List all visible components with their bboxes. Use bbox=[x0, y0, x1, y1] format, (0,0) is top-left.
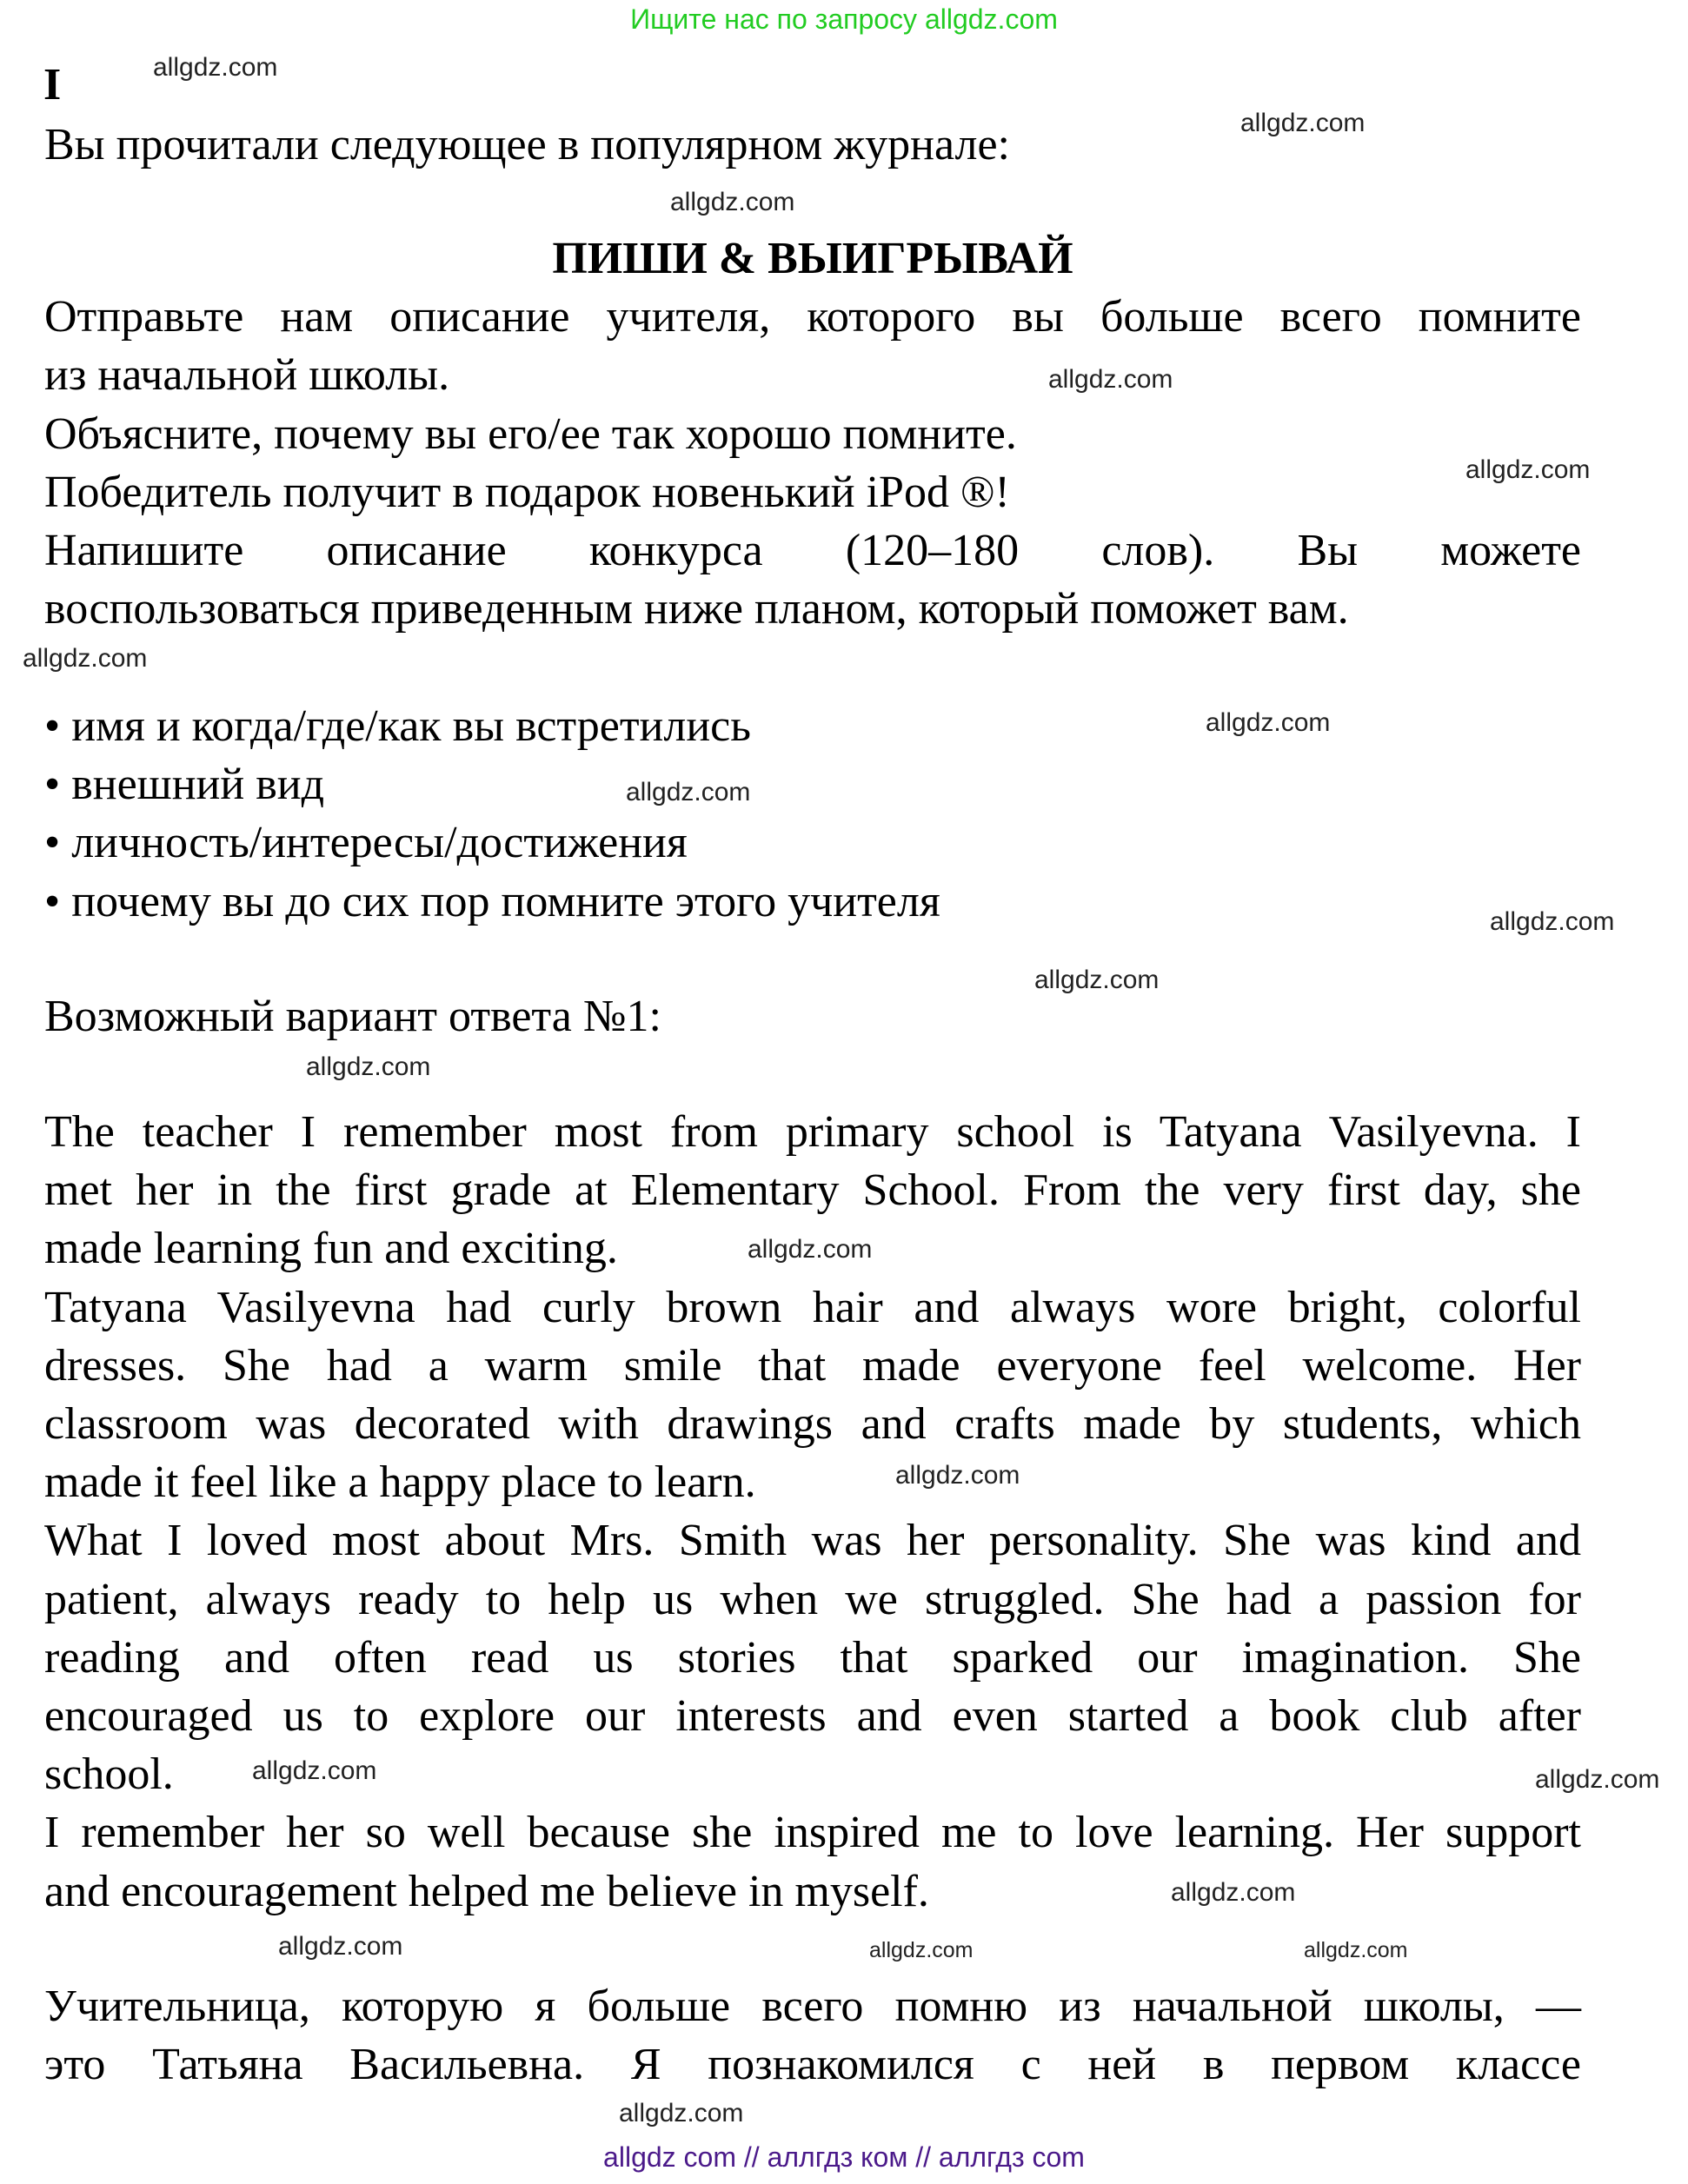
task-line: Напишите описание конкурса (120–180 слов). Вы можете bbox=[44, 526, 1581, 576]
task-line: Объясните, почему вы его/ее так хорошо помните. bbox=[44, 408, 1017, 459]
answer-line: Tatyana Vasilyevna had curly brown hair and always wore bright, colorful bbox=[44, 1282, 1581, 1332]
intro-line: Вы прочитали следующее в популярном журнале: bbox=[44, 120, 1010, 169]
task-line: Победитель получит в подарок новенький iPod ®! bbox=[44, 467, 1010, 517]
watermark: allgdz.com bbox=[1048, 365, 1173, 394]
contest-title: ПИШИ & ВЫИГРЫВАЙ bbox=[552, 234, 1073, 283]
answer-line: classroom was decorated with drawings and crafts made by students, which bbox=[44, 1399, 1581, 1450]
watermark: allgdz.com bbox=[1240, 109, 1366, 137]
search-banner: Ищите нас по запросу allgdz.com bbox=[630, 3, 1058, 35]
watermark: allgdz.com bbox=[670, 188, 795, 216]
task-line: из начальной школы. bbox=[44, 350, 450, 401]
watermark: allgdz.com bbox=[23, 644, 148, 673]
watermark: allgdz.com bbox=[1206, 708, 1331, 737]
watermark: allgdz.com bbox=[1171, 1878, 1296, 1907]
answer-line: The teacher I remember most from primary school is Tatyana Vasilyevna. I bbox=[44, 1107, 1581, 1157]
watermark: allgdz.com bbox=[895, 1461, 1020, 1490]
footer-watermark: allgdz com // аллгдз ком // аллгдз com bbox=[603, 2141, 1085, 2173]
section-number: I bbox=[43, 60, 62, 110]
watermark: allgdz.com bbox=[1535, 1765, 1660, 1794]
plan-item: • имя и когда/где/как вы встретились bbox=[44, 701, 751, 751]
plan-list bbox=[44, 697, 1581, 931]
answer-line: and encouragement helped me believe in myself. bbox=[44, 1866, 929, 1916]
plan-item: • почему вы до сих пор помните этого учителя bbox=[44, 876, 940, 926]
watermark: allgdz.com bbox=[626, 778, 751, 807]
english-answer bbox=[44, 1103, 1581, 1921]
answer-line: Учительница, которую я больше всего помню из начальной школы, — bbox=[44, 1982, 1581, 2031]
answer-line: encouraged us to explore our interests and even started a book club after bbox=[44, 1691, 1581, 1742]
watermark: allgdz.com bbox=[1304, 1938, 1408, 1962]
answer-line: met her in the first grade at Elementary School. From the very first day, she bbox=[44, 1165, 1581, 1216]
watermark: allgdz.com bbox=[1490, 907, 1615, 936]
russian-answer bbox=[44, 1977, 1581, 2094]
watermark: allgdz.com bbox=[153, 53, 278, 82]
task-line: Отправьте нам описание учителя, которого вы больше всего помните bbox=[44, 292, 1581, 342]
task-line: воспользоваться приведенным ниже планом, который поможет вам. bbox=[44, 584, 1349, 634]
answer-line: What I loved most about Mrs. Smith was her personality. She was kind and bbox=[44, 1516, 1581, 1566]
answer-heading-text: Возможный вариант ответа №1: bbox=[44, 992, 661, 1041]
watermark: allgdz.com bbox=[252, 1756, 377, 1785]
answer-line: patient, always ready to help us when we struggled. She had a passion for bbox=[44, 1574, 1581, 1624]
answer-line: school. bbox=[44, 1749, 174, 1800]
watermark: allgdz.com bbox=[306, 1052, 431, 1081]
watermark: allgdz.com bbox=[278, 1932, 403, 1961]
answer-heading bbox=[44, 987, 1581, 1046]
answer-line: made it feel like a happy place to learn. bbox=[44, 1457, 756, 1508]
watermark: allgdz.com bbox=[869, 1938, 974, 1962]
answer-line: I remember her so well because she inspired me to love learning. Her support bbox=[44, 1808, 1581, 1858]
answer-line: reading and often read us stories that sparked our imagination. She bbox=[44, 1632, 1581, 1683]
answer-line: made learning fun and exciting. bbox=[44, 1224, 618, 1274]
watermark: allgdz.com bbox=[1465, 455, 1591, 484]
watermark: allgdz.com bbox=[1034, 966, 1160, 994]
watermark: allgdz.com bbox=[748, 1235, 873, 1264]
answer-line: dresses. She had a warm smile that made everyone feel welcome. Her bbox=[44, 1340, 1581, 1391]
plan-item: • внешний вид bbox=[44, 760, 325, 810]
plan-item: • личность/интересы/достижения bbox=[44, 818, 688, 868]
task-block bbox=[44, 229, 1581, 638]
watermark: allgdz.com bbox=[619, 2099, 744, 2128]
answer-line: это Татьяна Васильевна. Я познакомился с ней в первом классе bbox=[44, 2040, 1581, 2090]
